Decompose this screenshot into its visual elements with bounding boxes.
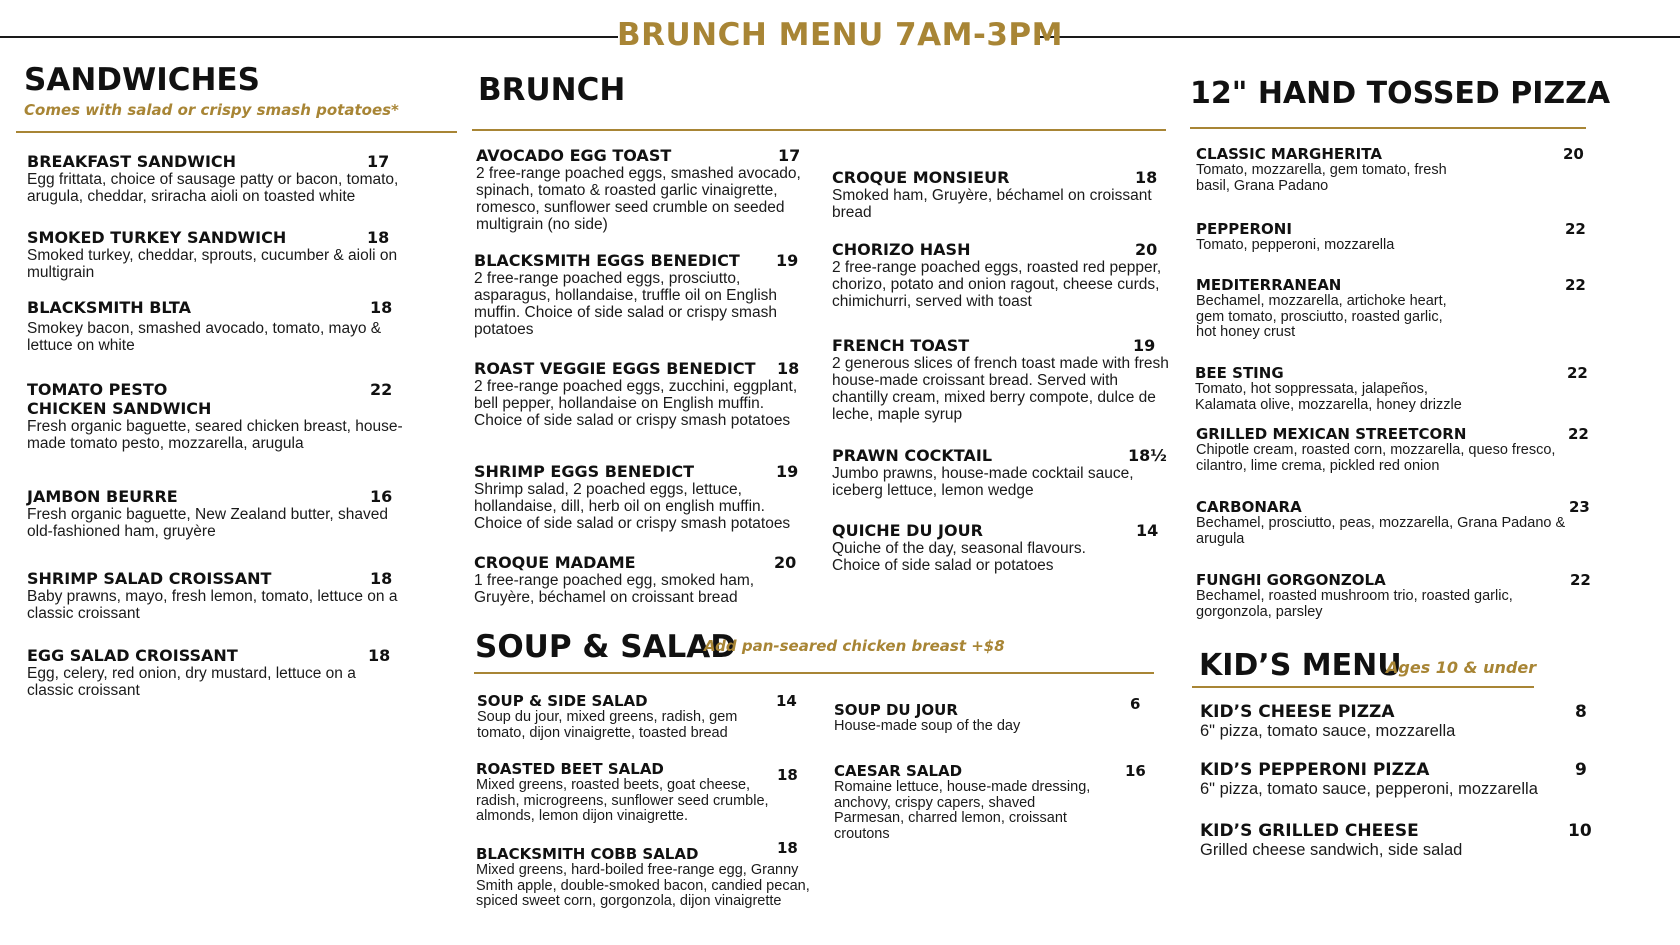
item-name: SHRIMP SALAD CROISSANT [27,569,272,588]
section-heading-brunch: BRUNCH [478,72,626,108]
section-rule-sandwiches [16,131,457,133]
item-description: 6" pizza, tomato sauce, mozzarella [1200,722,1456,740]
item-price: 22 [1565,220,1586,238]
item-price: 18 [370,569,393,588]
item-name: MEDITERRANEAN [1196,276,1342,294]
item-name: FRENCH TOAST [832,336,970,355]
section-rule-kids [1192,686,1534,688]
item-description: 2 generous slices of french toast made with fresh house-made croissant bread. Served with chantilly cream, mixed berry compote, dulce de leche, maple syrup [832,355,1169,423]
item-description: Fresh organic baguette, seared chicken breast, house-made tomato pesto, mozzarella, arugula [27,418,403,452]
item-description: Bechamel, prosciutto, peas, mozzarella, Grana Padano & arugula [1196,515,1566,547]
item-description: 2 free-range poached eggs, zucchini, eggplant, bell pepper, hollandaise on English muffin. Choice of side salad or crispy smash potatoes [474,378,798,429]
item-name: CARBONARA [1196,498,1302,516]
item-description: Mixed greens, roasted beets, goat cheese, radish, microgreens, sunflower seed crumble, almonds, lemon dijon vinaigrette. [476,777,769,824]
item-description: Soup du jour, mixed greens, radish, gem tomato, dijon vinaigrette, toasted bread [477,709,738,741]
item-price: 18 [777,839,798,857]
item-description: Tomato, hot soppressata, jalapeños, Kalamata olive, mozzarella, honey drizzle [1195,381,1462,413]
section-rule-brunch [472,129,1166,131]
item-name: GRILLED MEXICAN STREETCORN [1196,425,1467,443]
item-name: QUICHE DU JOUR [832,521,983,540]
menu-item-shrimp-eggs-benedict [474,462,812,532]
item-name: AVOCADO EGG TOAST [476,146,672,165]
menu-item-shrimp-salad-croissant [27,569,412,622]
item-description: Smoked turkey, cheddar, sprouts, cucumber & aioli on multigrain [27,247,398,281]
item-name: SMOKED TURKEY SANDWICH [27,228,287,247]
item-description: Bechamel, mozzarella, artichoke heart, gem tomato, prosciutto, roasted garlic, hot honey crust [1196,293,1447,340]
item-name: KID’S CHEESE PIZZA [1200,702,1395,722]
item-description: Tomato, pepperoni, mozzarella [1196,237,1395,253]
menu-item-funghi-gorgonzola [1196,572,1591,620]
item-description: Egg frittata, choice of sausage patty or bacon, tomato, arugula, cheddar, sriracha aioli on toasted white [27,171,399,205]
item-price: 10 [1568,821,1592,841]
menu-item-kids-cheese-pizza [1200,702,1590,741]
item-description: Bechamel, roasted mushroom trio, roasted garlic, gorgonzola, parsley [1196,588,1513,620]
section-heading-kids: KID’S MENU [1199,648,1402,683]
item-name: ROAST VEGGIE EGGS BENEDICT [474,359,756,378]
item-description: Jumbo prawns, house-made cocktail sauce, iceberg lettuce, lemon wedge [832,465,1134,499]
item-description: Shrimp salad, 2 poached eggs, lettuce, hollandaise, dill, herb oil on english muffin. Choice of side salad or crispy smash potatoes [474,481,791,532]
menu-item-soup-du-jour [834,695,1154,735]
item-price: 20 [1563,145,1584,163]
menu-item-tomato-pesto-chicken-sandwich [27,380,412,452]
menu-item-soup-side-salad [477,693,797,741]
menu-item-roasted-beet-salad [476,761,806,825]
item-name: CROQUE MADAME [474,553,636,572]
item-description: Chipotle cream, roasted corn, mozzarella, queso fresco, cilantro, lime crema, pickled red onion [1196,442,1556,474]
section-note-kids: Ages 10 & under [1386,658,1537,677]
menu-item-carbonara [1196,499,1591,547]
item-price: 20 [1135,240,1158,259]
menu-item-egg-salad-croissant [27,646,412,699]
item-name: CAESAR SALAD [834,762,963,780]
item-description: 2 free-range poached eggs, smashed avocado, spinach, tomato & roasted garlic vinaigrette, romesco, sunflower seed crumble on seeded multigrain (no side) [476,165,801,233]
menu-item-mediterranean [1196,277,1586,341]
section-note-soup-salad: Add pan-seared chicken breast +$8 [704,637,1005,655]
item-name: BLACKSMITH BLTA [27,298,191,317]
item-name: CLASSIC MARGHERITA [1196,145,1382,163]
item-name: PEPPERONI [1196,220,1292,238]
item-price: 19 [776,462,799,481]
item-description: House-made soup of the day [834,718,1021,734]
item-name: TOMATO PESTO CHICKEN SANDWICH [27,380,212,418]
item-description: Romaine lettuce, house-made dressing, anchovy, crispy capers, shaved Parmesan, charred lemon, croissant croutons [834,779,1091,842]
item-name: CHORIZO HASH [832,240,971,259]
item-price: 16 [1125,762,1146,780]
item-name: BREAKFAST SANDWICH [27,152,237,171]
menu-item-blacksmith-blta [27,298,412,354]
menu-title: BRUNCH MENU 7AM-3PM [617,17,1063,53]
menu-item-french-toast [832,336,1172,423]
item-description: Quiche of the day, seasonal flavours. Choice of side salad or potatoes [832,540,1086,574]
item-price: 9 [1575,760,1587,780]
item-name: BLACKSMITH COBB SALAD [476,845,699,863]
menu-item-smoked-turkey-sandwich [27,228,412,281]
item-price: 22 [1568,425,1589,443]
section-heading-sandwiches: SANDWICHES [24,62,260,98]
item-description: 2 free-range poached eggs, prosciutto, asparagus, hollandaise, truffle oil on English muffin. Choice of side salad or crispy smash potatoes [474,270,778,338]
menu-item-classic-margherita [1196,146,1586,194]
menu-item-kids-pepperoni-pizza [1200,760,1590,799]
item-price: 18 [1135,168,1158,187]
menu-item-avocado-egg-toast [476,146,812,233]
item-name: SOUP DU JOUR [834,701,958,719]
section-heading-soup-salad: SOUP & SALAD [475,629,736,665]
section-note-sandwiches: Comes with salad or crispy smash potatoes* [24,101,399,119]
menu-item-kids-grilled-cheese [1200,821,1590,860]
item-price: 19 [776,251,799,270]
item-name: ROASTED BEET SALAD [476,760,664,778]
item-price: 17 [367,152,390,171]
item-price: 22 [370,380,393,399]
menu-item-croque-madame [474,553,812,606]
item-name: BLACKSMITH EGGS BENEDICT [474,251,740,270]
item-description: Egg, celery, red onion, dry mustard, lettuce on a classic croissant [27,665,356,699]
item-name: SOUP & SIDE SALAD [477,692,648,710]
item-description: Smoked ham, Gruyère, béchamel on croissant bread [832,187,1152,221]
section-rule-pizza [1190,127,1586,129]
item-description: Tomato, mozzarella, gem tomato, fresh basil, Grana Padano [1196,162,1447,194]
item-description: Baby prawns, mayo, fresh lemon, tomato, lettuce on a classic croissant [27,588,398,622]
item-description: Mixed greens, hard-boiled free-range egg, Granny Smith apple, double-smoked bacon, candied pecan, spiced sweet corn, gorgonzola, dijon vinaigrette [476,862,810,909]
item-name: KID’S PEPPERONI PIZZA [1200,760,1430,780]
menu-item-grilled-mexican-streetcorn [1196,426,1591,474]
item-name: FUNGHI GORGONZOLA [1196,571,1386,589]
item-name: JAMBON BEURRE [27,487,178,506]
menu-item-bee-sting [1195,365,1590,413]
item-description: 1 free-range poached egg, smoked ham, Gruyère, béchamel on croissant bread [474,572,755,606]
item-price: 8 [1575,702,1587,722]
menu-item-blacksmith-cobb-salad [476,839,816,910]
item-price: 22 [1570,571,1591,589]
item-name: CROQUE MONSIEUR [832,168,1010,187]
item-name: KID’S GRILLED CHEESE [1200,821,1419,841]
menu-item-quiche-du-jour [832,521,1172,574]
item-price: 23 [1569,498,1590,516]
item-name: PRAWN COCKTAIL [832,446,993,465]
menu-item-roast-veggie-eggs-benedict [474,359,812,429]
item-price: 20 [774,553,797,572]
item-price: 14 [776,692,797,710]
menu-item-blacksmith-eggs-benedict [474,251,812,338]
item-price: 18 [370,298,393,317]
item-name: EGG SALAD CROISSANT [27,646,238,665]
item-name: BEE STING [1195,364,1284,382]
menu-item-breakfast-sandwich [27,152,412,205]
item-price: 14 [1136,521,1159,540]
item-description: Grilled cheese sandwich, side salad [1200,841,1463,859]
item-price: 22 [1565,276,1586,294]
item-description: Fresh organic baguette, New Zealand butter, shaved old-fashioned ham, gruyère [27,506,389,540]
menu-item-chorizo-hash [832,240,1172,310]
menu-item-prawn-cocktail [832,446,1172,499]
menu-item-jambon-beurre [27,487,412,540]
item-description: Smokey bacon, smashed avocado, tomato, mayo & lettuce on white [27,320,382,354]
item-price: 17 [778,146,801,165]
item-price: 18½ [1128,446,1167,465]
menu-item-caesar-salad [834,763,1154,842]
menu-item-croque-monsieur [832,168,1172,221]
item-price: 19 [1133,336,1156,355]
item-price: 16 [370,487,393,506]
item-price: 18 [368,646,391,665]
item-price: 18 [367,228,390,247]
item-price: 18 [777,766,798,784]
section-heading-pizza: 12" HAND TOSSED PIZZA [1190,76,1611,111]
item-name: SHRIMP EGGS BENEDICT [474,462,695,481]
item-price: 18 [777,359,800,378]
section-rule-soup-salad [474,672,1154,674]
item-description: 2 free-range poached eggs, roasted red pepper, chorizo, potato and onion ragout, cheese curds, chimichurri, served with toast [832,259,1162,310]
item-price: 22 [1567,364,1588,382]
menu-item-pepperoni [1196,221,1586,254]
item-description: 6" pizza, tomato sauce, pepperoni, mozzarella [1200,780,1538,798]
item-price: 6 [1130,695,1141,713]
